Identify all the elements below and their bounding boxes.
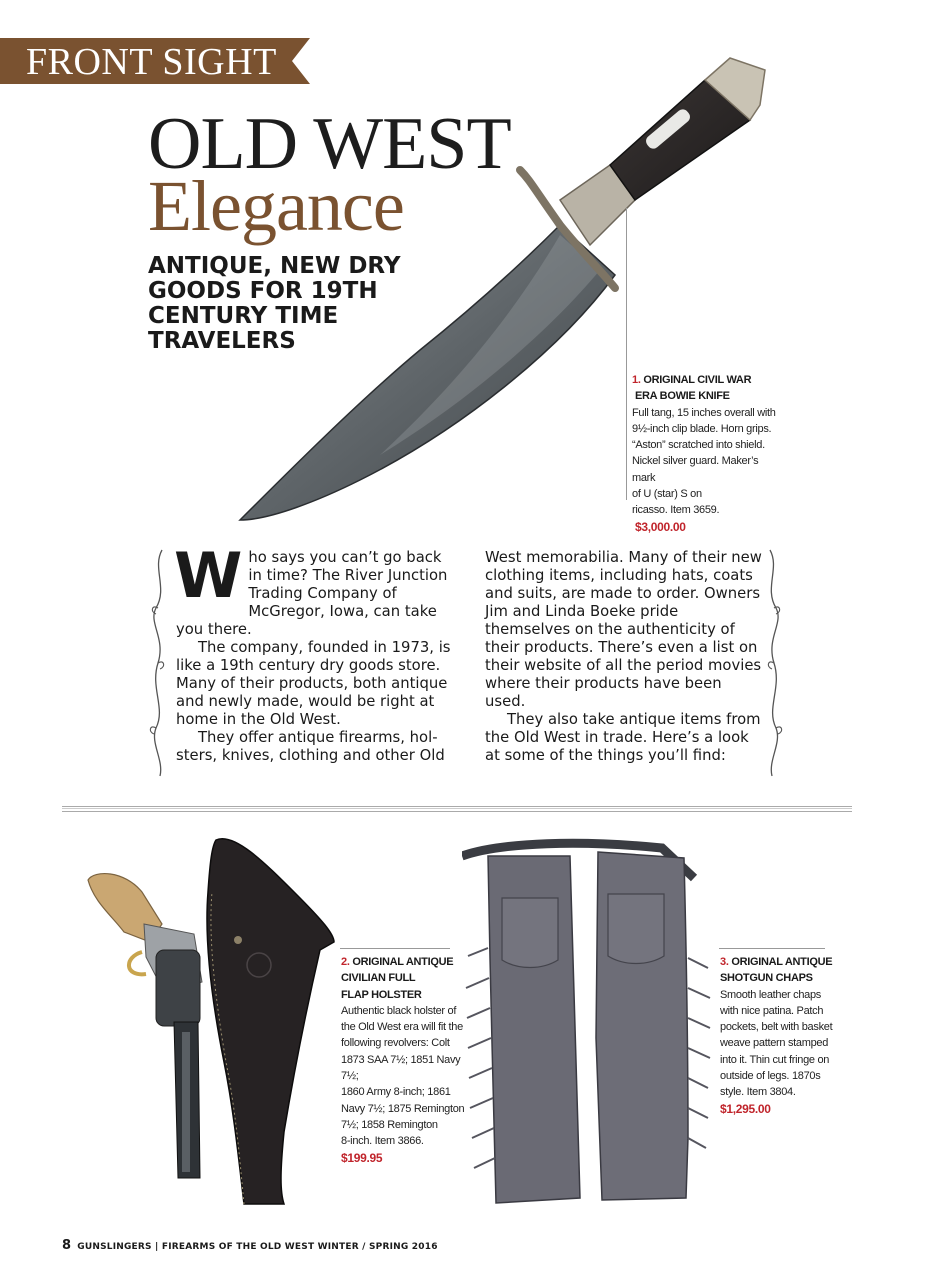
article-column-2 [485,549,765,765]
item-title: CIVILIAN FULL [341,972,416,985]
caption-rule [719,948,825,949]
item-desc-line: 7½; 1858 Remington [341,1118,438,1131]
paragraph: They offer antique firearms, holsters, knives, clothing and other Old [176,729,445,764]
item-desc-line: Full tang, 15 inches overall with [632,406,776,419]
item-price: $1,295.00 [720,1101,771,1116]
item-desc-line: into it. Thin cut fringe on [720,1053,830,1066]
page-footer [62,1238,438,1253]
item-caption-knife [632,372,782,535]
headline-line1: OLD WEST [148,103,511,185]
item-caption-holster [341,954,471,1166]
right-flourish-ornament [762,548,784,778]
revolver-holster-photo [84,832,342,1210]
item-desc-line: 9½-inch clip blade. Horn grips. [632,422,772,435]
item-number: 3. [720,956,729,968]
item-number: 2. [341,956,350,968]
item-title: ERA BOWIE KNIFE [635,390,730,403]
paragraph: West memorabilia. Many of their new clothing items, including hats, coats and suits, are made to order. Owners Jim and Linda Boeke pride themselves on the authenticity of their products. There’s even a list on their website of all the period movies where their products have been used. [485,549,762,710]
item-desc-line: ricasso. Item 3659. [632,504,720,517]
article-column-1 [174,539,456,765]
paragraph: ho says you can’t go back in time? The River Junction Trading Company of McGregor, Iowa, can take you there. [176,549,448,638]
item-desc-line: following revolvers: Colt [341,1037,450,1050]
paragraph: The company, founded in 1973, is like a 19th century dry goods store. Many of their products, both antique and newly made, would be right at home in the Old West. [176,639,451,728]
item-desc-line: style. Item 3804. [720,1086,796,1099]
item-desc-line: outside of legs. 1870s [720,1070,821,1083]
paragraph: They also take antique items from the Old West in trade. Here’s a look at some of the things you’ll find: [485,711,761,764]
item-desc-line: “Aston” scratched into shield. [632,439,765,452]
shotgun-chaps-photo [462,838,712,1210]
item-title: ORIGINAL CIVIL WAR [643,374,752,386]
item-price: $3,000.00 [635,519,686,534]
item-desc-line: Navy 7½; 1875 Remington [341,1102,465,1115]
footer-publication: GUNSLINGERS | FIREARMS OF THE OLD WEST WINTER / SPRING 2016 [77,1242,438,1252]
item-desc-line: pockets, belt with basket [720,1021,833,1034]
item-desc-line: weave pattern stamped [720,1037,829,1050]
section-label: FRONT SIGHT [26,41,277,83]
item-desc-line: 1860 Army 8-inch; 1861 [341,1086,451,1099]
section-divider [62,806,852,812]
item-desc-line: Smooth leather chaps [720,988,822,1001]
item-title: ORIGINAL ANTIQUE [352,956,454,968]
item-title: SHOTGUN CHAPS [720,972,813,985]
item-desc-line: 1873 SAA 7½; 1851 Navy 7½; [341,1053,461,1083]
item-number: 1. [632,374,641,386]
item-desc-line: 8-inch. Item 3866. [341,1135,424,1148]
item-desc-line: Authentic black holster of [341,1004,457,1017]
item-title: FLAP HOLSTER [341,988,422,1001]
headline-line2: Elegance [148,166,404,246]
item-title: ORIGINAL ANTIQUE [731,956,833,968]
drop-cap: W [174,539,243,612]
item-desc-line: the Old West era will fit the [341,1021,463,1034]
item-desc-line: with nice patina. Patch [720,1004,824,1017]
item-desc-line: Nickel silver guard. Maker’s mark [632,455,759,484]
caption-rule [340,948,450,949]
item-caption-chaps [720,954,840,1117]
left-flourish-ornament [148,548,170,778]
headline-deck: ANTIQUE, NEW DRY GOODS FOR 19TH CENTURY TIME TRAVELERS [148,253,401,354]
page-number: 8 [62,1238,72,1253]
item-price: $199.95 [341,1150,383,1165]
caption-rule [626,208,627,500]
item-desc-line: of U (star) S on [632,488,702,501]
